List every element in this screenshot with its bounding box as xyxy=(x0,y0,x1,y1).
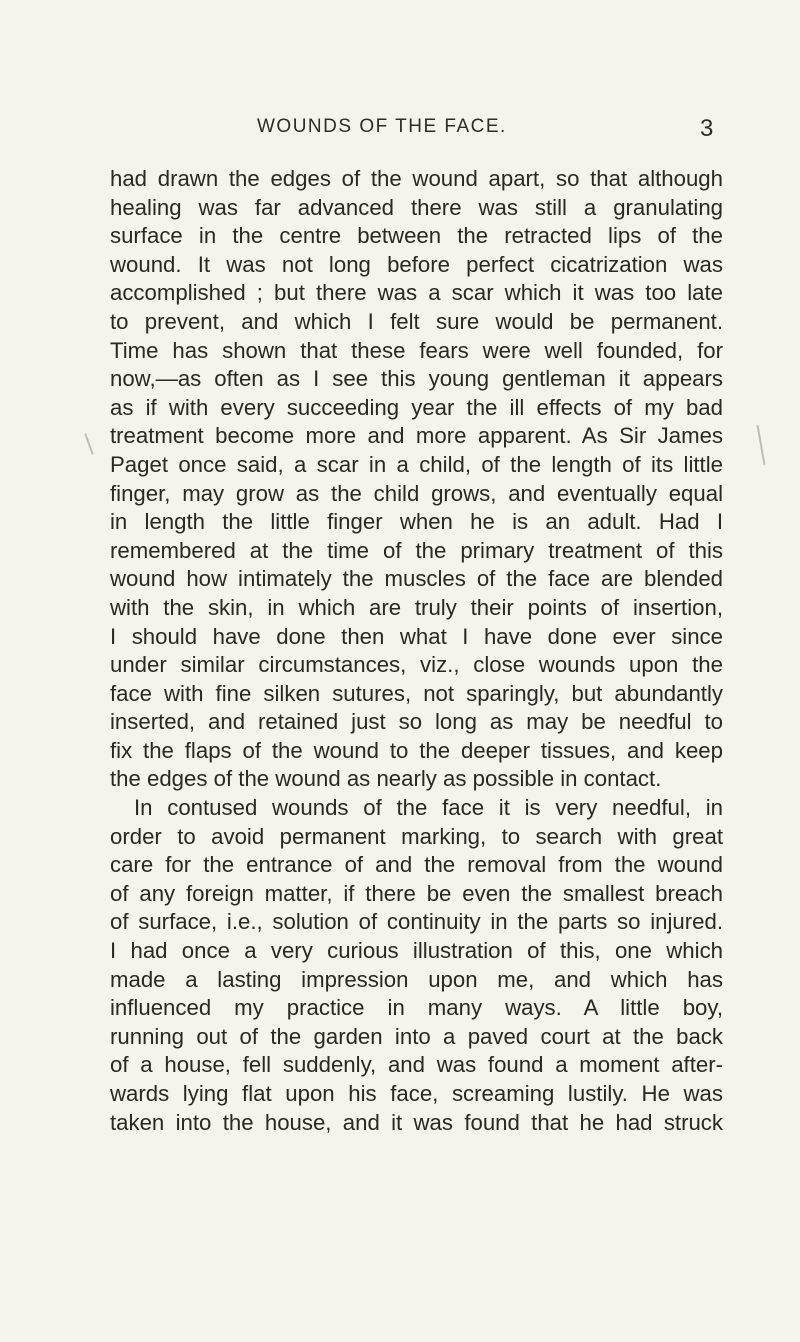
text-line: wards lying flat upon his face, screaming lustily. He was xyxy=(110,1081,723,1106)
paragraph-first-line: In contused wounds of the face it is very needful, in xyxy=(134,795,723,821)
text-line: the edges of the wound as nearly as possible in contact. xyxy=(110,766,662,792)
text-line: in length the little finger when he is an adult. Had I xyxy=(110,509,723,535)
text-line: made a lasting impression upon me, and which has xyxy=(110,966,723,992)
running-title: WOUNDS OF THE FACE. xyxy=(257,116,507,137)
text-line: surface in the centre between the retracted lips of the xyxy=(110,223,723,249)
text-line: as if with every succeeding year the ill effects of my bad xyxy=(110,394,723,420)
text-line: finger, may grow as the child grows, and eventually equal xyxy=(110,480,723,506)
text-line: now,—as often as I see this young gentleman it appears xyxy=(110,366,723,392)
text-line: wound. It was not long before perfect cicatrization was xyxy=(110,251,723,277)
text-line: Paget once said, a scar in a child, of the length of its little xyxy=(110,451,723,477)
text-line: of surface, i.e., solution of continuity in the parts so injured. xyxy=(110,909,723,935)
text-line: I had once a very curious illustration of this, one which xyxy=(110,938,723,964)
text-line: fix the flaps of the wound to the deeper tissues, and keep xyxy=(110,737,723,763)
margin-scan-mark-right xyxy=(757,425,766,465)
running-head xyxy=(0,116,800,146)
text-line: of any foreign matter, if there be even the smallest breach xyxy=(110,880,723,906)
text-line: treatment become more and more apparent. As Sir James xyxy=(110,423,723,449)
text-line: remembered at the time of the primary treatment of this xyxy=(110,537,723,563)
text-line: taken into the house, and it was found that he had struck xyxy=(110,1109,723,1135)
text-line: influenced my practice in many ways. A little boy, xyxy=(110,995,723,1021)
text-line: wound how intimately the muscles of the face are blended xyxy=(110,566,723,592)
text-line: had drawn the edges of the wound apart, so that although xyxy=(110,166,723,191)
text-line: I should have done then what I have done ever since xyxy=(110,623,723,649)
text-line: healing was far advanced there was still a granulating xyxy=(110,194,723,220)
text-line: accomplished ; but there was a scar which it was too late xyxy=(110,280,723,306)
text-line: running out of the garden into a paved court at the back xyxy=(110,1023,723,1049)
text-line: to prevent, and which I felt sure would be permanent. xyxy=(110,308,723,334)
text-line: care for the entrance of and the removal from the wound xyxy=(110,852,723,878)
text-line: Time has shown that these fears were well founded, for xyxy=(110,337,723,363)
page-number: 3 xyxy=(700,115,714,142)
margin-scan-mark-left xyxy=(84,433,93,454)
text-line: with the skin, in which are truly their points of insertion, xyxy=(110,594,723,620)
text-line: under similar circumstances, viz., close wounds upon the xyxy=(110,652,723,678)
text-line: face with fine silken sutures, not sparingly, but abundantly xyxy=(110,680,723,706)
body-text xyxy=(110,165,723,1137)
text-line: order to avoid permanent marking, to search with great xyxy=(110,823,723,849)
text-line: of a house, fell suddenly, and was found a moment after- xyxy=(110,1052,723,1078)
text-line: inserted, and retained just so long as may be needful to xyxy=(110,709,723,735)
